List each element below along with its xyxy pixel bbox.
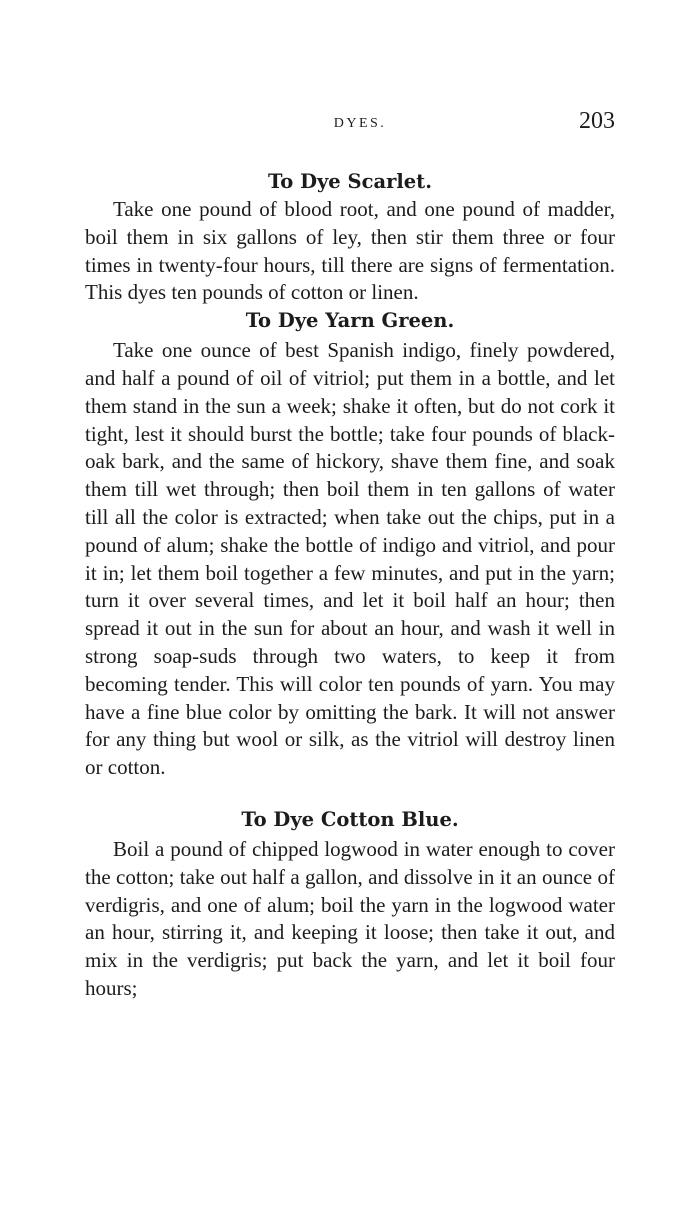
book-page bbox=[85, 108, 615, 1003]
page-number: 203 bbox=[579, 108, 615, 134]
running-head bbox=[85, 108, 615, 142]
section-heading-yarn-green: To Dye Yarn Green. bbox=[245, 309, 455, 333]
running-title: DYES. bbox=[333, 116, 387, 131]
section-text-scarlet: Take one pound of blood root, and one pound of madder, boil them in six gallons of ley, then stir them three or four times in twenty-four hours, till there are signs of fermentation. This dyes ten pounds of cotton or linen. bbox=[85, 197, 615, 305]
section-text-yarn-green: Take one ounce of best Spanish indigo, finely powdered, and half a pound of oil of vitriol; put them in a bottle, and let them stand in the sun a week; shake it often, but do not cork it tight, lest it should burst the bottle; take four pounds of black-oak bark, and the same of hickory, shave them fine, and soak them till wet through; then boil them in ten gallons of water till all the color is extracted; when take out the chips, put in a pound of alum; shake the bottle of indigo and vitriol, and pour it in; let them boil together a few minutes, and put in the yarn; turn it over several times, and let it boil half an hour; then spread it out in the sun for about an hour, and wash it well in strong soap-suds through two waters, to keep it from becoming tender. This will color ten pounds of yarn. You may have a fine blue color by omitting the bark. It will not answer for any thing but wool or silk, as the vitriol will destroy linen or cotton. bbox=[85, 338, 615, 780]
section-heading-scarlet: To Dye Scarlet. bbox=[268, 170, 432, 193]
section-text-cotton-blue: Boil a pound of chipped logwood in water enough to cover the cotton; take out half a gallon, and dissolve in it an ounce of verdigris, and one of alum; boil the yarn in the logwood water an hour, stirring it, and keeping it loose; then take it out, and mix in the verdigris; put back the yarn, and let it boil four hours; bbox=[85, 836, 615, 1000]
section-heading-cotton-blue: To Dye Cotton Blue. bbox=[241, 807, 459, 831]
